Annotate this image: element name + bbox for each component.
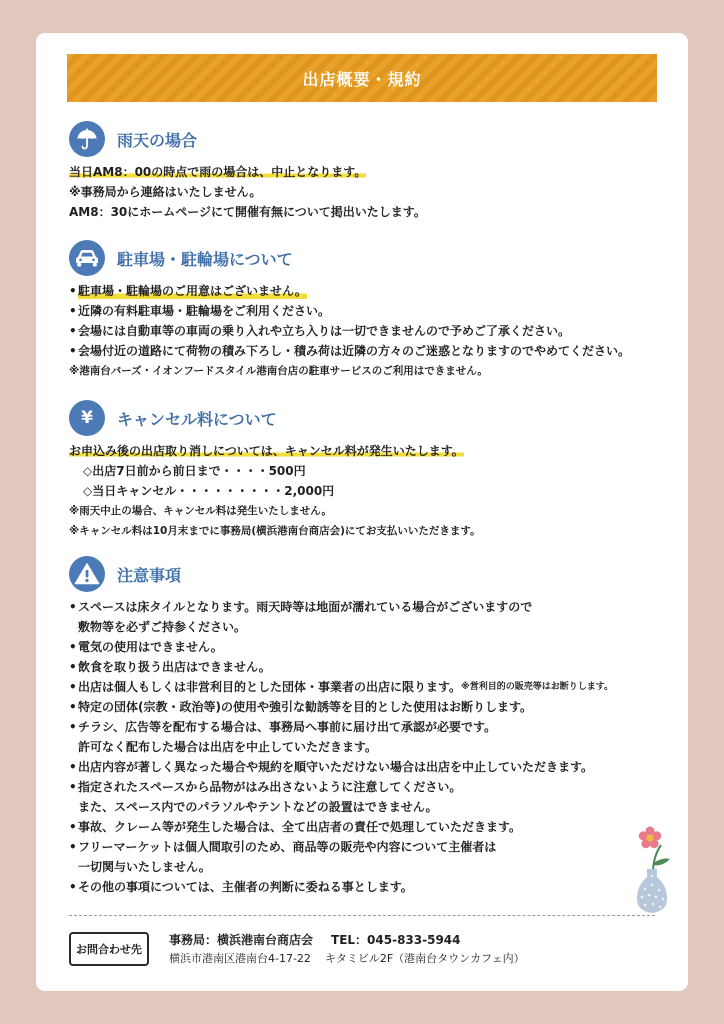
section-title: 雨天の場合: [117, 130, 198, 150]
fee-row: ◇当日キャンセル・・・・・・・・・2,000円: [83, 484, 335, 498]
list-item-text: 一切関与いたしません。: [78, 860, 211, 874]
umbrella-icon: [69, 121, 105, 157]
list-item-text: 特定の団体(宗教・政治等)の使用や強引な勧誘等を目的とした使用はお断りします。: [78, 700, 533, 714]
list-item-continued: [69, 857, 669, 877]
list-item-note: ※営利目的の販売等はお断りします。: [461, 682, 614, 692]
cancel-note: ※キャンセル料は10月末までに事務局(横浜港南台商店会)にてお支払いいただきます。: [69, 525, 481, 537]
list-item-text: スペースは床タイルとなります。雨天時等は地面が濡れている場合がございますので: [78, 600, 533, 614]
section-header: [69, 239, 669, 277]
list-item-text: 会場付近の道路にて荷物の積み下ろし・積み荷は近隣の方々のご迷惑となりますのでやめてください。: [78, 344, 631, 358]
list-item: • 事故、クレーム等が発生した場合は、全て出店者の責任で処理していただきます。: [69, 817, 669, 837]
contact-label: お問合わせ先: [69, 932, 149, 966]
section-header: [69, 555, 669, 593]
list-item: • チラシ、広告等を配布する場合は、事務局へ事前に届け出て承認が必要です。: [69, 717, 669, 737]
list-item-continued: [69, 737, 669, 757]
list-item-text: 指定されたスペースから品物がはみ出さないように注意してください。: [78, 780, 462, 794]
list-item-text: 敷物等を必ずご持参ください。: [78, 620, 247, 634]
list-item-text: チラシ、広告等を配布する場合は、事務局へ事前に届け出て承認が必要です。: [78, 720, 497, 734]
list-item-text: 許可なく配布した場合は出店を中止していただきます。: [78, 740, 378, 754]
list-item: • その他の事項については、主催者の判断に委ねる事とします。: [69, 877, 669, 897]
office-name: 事務局：横浜港南台商店会: [169, 933, 314, 947]
list-item: • 指定されたスペースから品物がはみ出さないように注意してください。: [69, 777, 669, 797]
fee-row: ◇出店7日前から前日まで・・・・500円: [83, 464, 306, 478]
title-banner: [67, 54, 657, 102]
section-rain: [69, 120, 669, 222]
list-item: • 会場には自動車等の車両の乗り入れや立ち入りは一切できませんので予めご了承ください。: [69, 321, 669, 341]
contact-info: [169, 930, 525, 968]
list-item-continued: [69, 797, 669, 817]
list-item-continued: [69, 617, 669, 637]
list-item: • スペースは床タイルとなります。雨天時等は地面が濡れている場合がございますので: [69, 597, 669, 617]
list-item-text: その他の事項については、主催者の判断に委ねる事とします。: [78, 880, 413, 894]
list-item-text: 事故、クレーム等が発生した場合は、全て出店者の責任で処理していただきます。: [78, 820, 522, 834]
rain-line: ※事務局から連絡はいたしません。: [69, 185, 262, 199]
list-item-text: フリーマーケットは個人間取引のため、商品等の販売や内容について主催者は: [78, 840, 497, 854]
building: キタミビル2F（港南台タウンカフェ内）: [324, 952, 525, 965]
flower-vase-icon: [626, 825, 678, 915]
section-title: キャンセル料について: [117, 409, 277, 429]
list-item: • 近隣の有料駐車場・駐輪場をご利用ください。: [69, 301, 669, 321]
list-item: • 特定の団体(宗教・政治等)の使用や強引な勧誘等を目的とした使用はお断りします。: [69, 697, 669, 717]
cancel-highlight: お申込み後の出店取り消しについては、キャンセル料が発生いたします。: [69, 444, 464, 458]
cancel-note: ※雨天中止の場合、キャンセル料は発生いたしません。: [69, 505, 332, 517]
page-sheet: [36, 33, 688, 991]
section-header: [69, 399, 669, 437]
list-item-text: 出店は個人もしくは非営利目的とした団体・事業者の出店に限ります。: [78, 680, 462, 694]
yen-icon: ¥: [69, 400, 105, 436]
list-item-text: 出店内容が著しく異なった場合や規約を順守いただけない場合は出店を中止していただきます。: [78, 760, 594, 774]
parking-highlight: 駐車場・駐輪場のご用意はございません。: [78, 281, 307, 301]
section-title: 注意事項: [117, 565, 182, 585]
dashed-divider: [69, 915, 655, 916]
rain-highlight: 当日AM8：00の時点で雨の場合は、中止となります。: [69, 165, 367, 179]
list-item: • 飲食を取り扱う出店はできません。: [69, 657, 669, 677]
list-item-text: 電気の使用はできません。: [78, 640, 223, 654]
car-icon: [69, 240, 105, 276]
phone-number: TEL：045-833-5944: [331, 933, 461, 947]
section-caution: [69, 555, 669, 897]
rain-line: AM8：30にホームページにて開催有無について掲出いたします。: [69, 205, 426, 219]
list-item-text: 近隣の有料駐車場・駐輪場をご利用ください。: [78, 304, 331, 318]
list-item-text: 会場には自動車等の車両の乗り入れや立ち入りは一切できませんので予めご了承ください。: [78, 324, 571, 338]
list-item: • フリーマーケットは個人間取引のため、商品等の販売や内容について主催者は: [69, 837, 669, 857]
section-parking: [69, 239, 669, 381]
list-item: • 出店は個人もしくは非営利目的とした団体・事業者の出店に限ります。 ※営利目的の販売等はお断りします。: [69, 677, 669, 697]
footer-contact: [69, 930, 649, 968]
list-item: • 会場付近の道路にて荷物の積み下ろし・積み荷は近隣の方々のご迷惑となりますのでやめてください。: [69, 341, 669, 361]
section-title: 駐車場・駐輪場について: [117, 249, 293, 269]
caution-list: [69, 597, 669, 897]
parking-note: ※港南台バーズ・イオンフードスタイル港南台店の駐車サービスのご利用はできません。: [69, 365, 488, 377]
list-item-text: また、スペース内でのパラソルやテントなどの設置はできません。: [78, 800, 438, 814]
banner-title: 出店概要・規約: [302, 69, 422, 89]
warning-icon: [69, 556, 105, 592]
list-item-text: 飲食を取り扱う出店はできません。: [78, 660, 271, 674]
list-item: • 駐車場・駐輪場のご用意はございません。: [69, 281, 669, 301]
list-item: • 電気の使用はできません。: [69, 637, 669, 657]
address: 横浜市港南区港南台4-17-22: [169, 952, 311, 965]
list-item: • 出店内容が著しく異なった場合や規約を順守いただけない場合は出店を中止していただきます。: [69, 757, 669, 777]
section-header: [69, 120, 669, 158]
section-cancel: [69, 399, 669, 541]
